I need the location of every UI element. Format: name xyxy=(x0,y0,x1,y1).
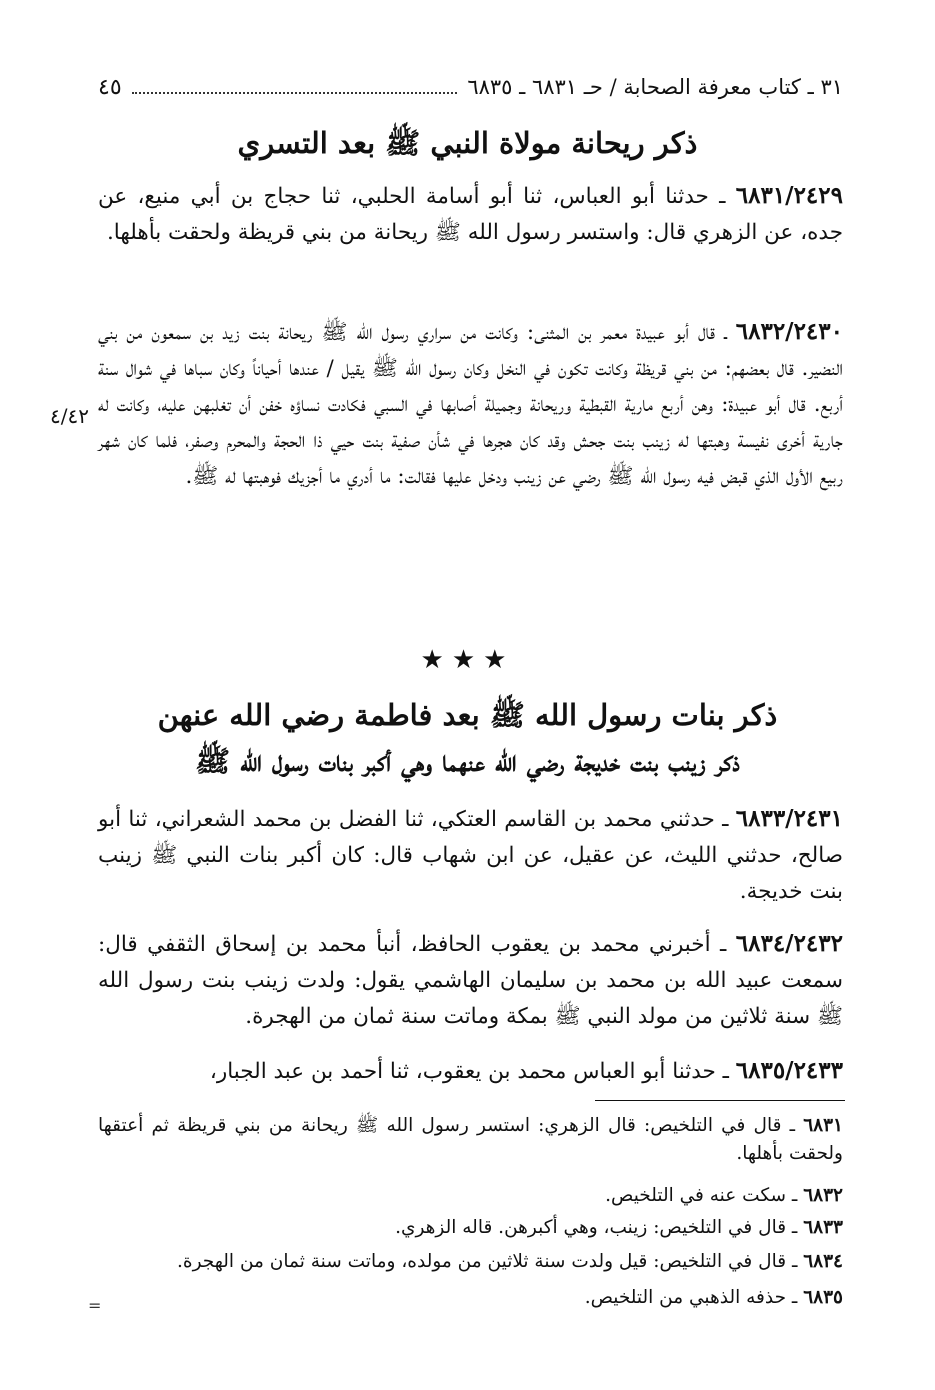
footnote-text: ـ قال في التلخيص: قال الزهري: استسر رسول الله ﷺ ريحانة من بني قريظة ثم أعتقها ولحقت بأهلها. xyxy=(98,1115,843,1164)
hadith-6832 xyxy=(98,314,843,495)
hadith-text: ـ أخبرني محمد بن يعقوب الحافظ، أنبأ محمد بن إسحاق الثقفي قال: سمعت عبيد الله بن محمد بن سليمان الهاشمي يقول: ولدت زينب بنت رسول الله ﷺ سنة ثلاثين من مولد النبي ﷺ بمكة وماتت سنة ثمان من الهجرة. xyxy=(98,932,843,1029)
footnote-number: ٦٨٣٤ xyxy=(803,1251,843,1272)
footnote-text: ـ قال في التلخيص: قيل ولدت سنة ثلاثين من مولده، وماتت سنة ثمان من الهجرة. xyxy=(177,1251,798,1272)
header-title: ٣١ ـ كتاب معرفة الصحابة / حـ ٦٨٣١ ـ ٦٨٣٥ xyxy=(467,75,843,99)
footnote-text: ـ سكت عنه في التلخيص. xyxy=(605,1185,798,1206)
section-heading-daughters: ذكر بنات رسول الله ﷺ بعد فاطمة رضي الله عنهن xyxy=(157,698,778,732)
hadith-text: ـ حدثنا أبو العباس محمد بن يعقوب، ثنا أحمد بن عبد الجبار، xyxy=(209,1059,729,1084)
hadith-text: ـ حدثني محمد بن القاسم العتكي، ثنا الفضل بن محمد الشعراني، ثنا أبو صالح، حدثني الليث، عن عقيل، عن ابن شهاب قال: كان أكبر بنات النبي ﷺ زينب بنت خديجة. xyxy=(98,807,843,904)
footnote-6835 xyxy=(98,1284,843,1312)
hadith-text: ـ حدثنا أبو العباس، ثنا أبو أسامة الحلبي، ثنا حجاج بن أبي منيع، عن جده، عن الزهري قال: واستسر رسول الله ﷺ ريحانة من بني قريظة ولحقت بأهلها. xyxy=(98,184,843,245)
footnote-6833 xyxy=(98,1214,843,1242)
footnote-separator xyxy=(595,1100,845,1101)
hadith-number: ٦٨٣٢/٢٤٣٠ xyxy=(735,318,843,345)
footnote-text: ـ حذفه الذهبي من التلخيص. xyxy=(584,1287,798,1308)
section-divider-stars: ★★★ xyxy=(420,645,515,675)
hadith-number: ٦٨٣٥/٢٤٣٣ xyxy=(735,1057,843,1084)
hadith-number: ٦٨٣١/٢٤٢٩ xyxy=(735,182,843,209)
hadith-text: ـ قال أبو عبيدة معمر بن المثنى: وكانت من سراري رسول الله ﷺ ريحانة بنت زيد بن سمعون من بني النضير. قال بعضهم: من بني قريظة وكانت تكون في النخل وكان رسول الله ﷺ يقيل / عندها أحياناً وكان سباها في شوال سنة أربع. قال أبو عبيدة: وهن أربع مارية القبطية وريحانة وجميلة أصابها في السبي فكادت نساؤه خفن أن تغلبهن عليه، وكانت له جارية أخرى نفيسة وهبتها له زينب بنت جحش وقد كان هجرها في شأن صفية بنت حيي ذا الحجة والمحرم وصفر، فلما كان شهر ربيع الأول الذي قبض فيه رسول الله ﷺ رضي عن زينب ودخل عليها فقالت: ما أدري ما أجزيك فوهبتها له ﷺ. xyxy=(98,320,843,489)
page-number: ٤٥ xyxy=(98,74,122,100)
hadith-6831 xyxy=(98,178,843,251)
continuation-mark: = xyxy=(88,1296,102,1315)
running-header xyxy=(98,72,843,102)
footnote-number: ٦٨٣٣ xyxy=(803,1217,843,1238)
footnote-text: ـ قال في التلخيص: زينب، وهي أكبرهن. قاله الزهري. xyxy=(395,1217,798,1238)
footnote-number: ٦٨٣١ xyxy=(803,1115,843,1136)
hadith-number: ٦٨٣٤/٢٤٣٢ xyxy=(735,930,843,957)
hadith-6834 xyxy=(98,926,843,1035)
footnote-number: ٦٨٣٢ xyxy=(803,1185,843,1206)
footnote-6832 xyxy=(98,1182,843,1210)
hadith-number: ٦٨٣٣/٢٤٣١ xyxy=(735,805,843,832)
footnote-6834 xyxy=(98,1248,843,1276)
footnote-number: ٦٨٣٥ xyxy=(803,1287,843,1308)
margin-reference: ٤/٤٢ xyxy=(50,404,89,428)
hadith-6833 xyxy=(98,801,843,910)
footnote-6831 xyxy=(98,1112,843,1168)
section-heading-rayhana: ذكر ريحانة مولاة النبي ﷺ بعد التسري xyxy=(237,126,698,160)
section-heading-zaynab: ذكر زينب بنت خديجة رضي الله عنهما وهي أكبر بنات رسول الله ﷺ xyxy=(195,744,740,778)
hadith-6835 xyxy=(98,1053,843,1090)
header-leader-dots xyxy=(132,80,458,94)
